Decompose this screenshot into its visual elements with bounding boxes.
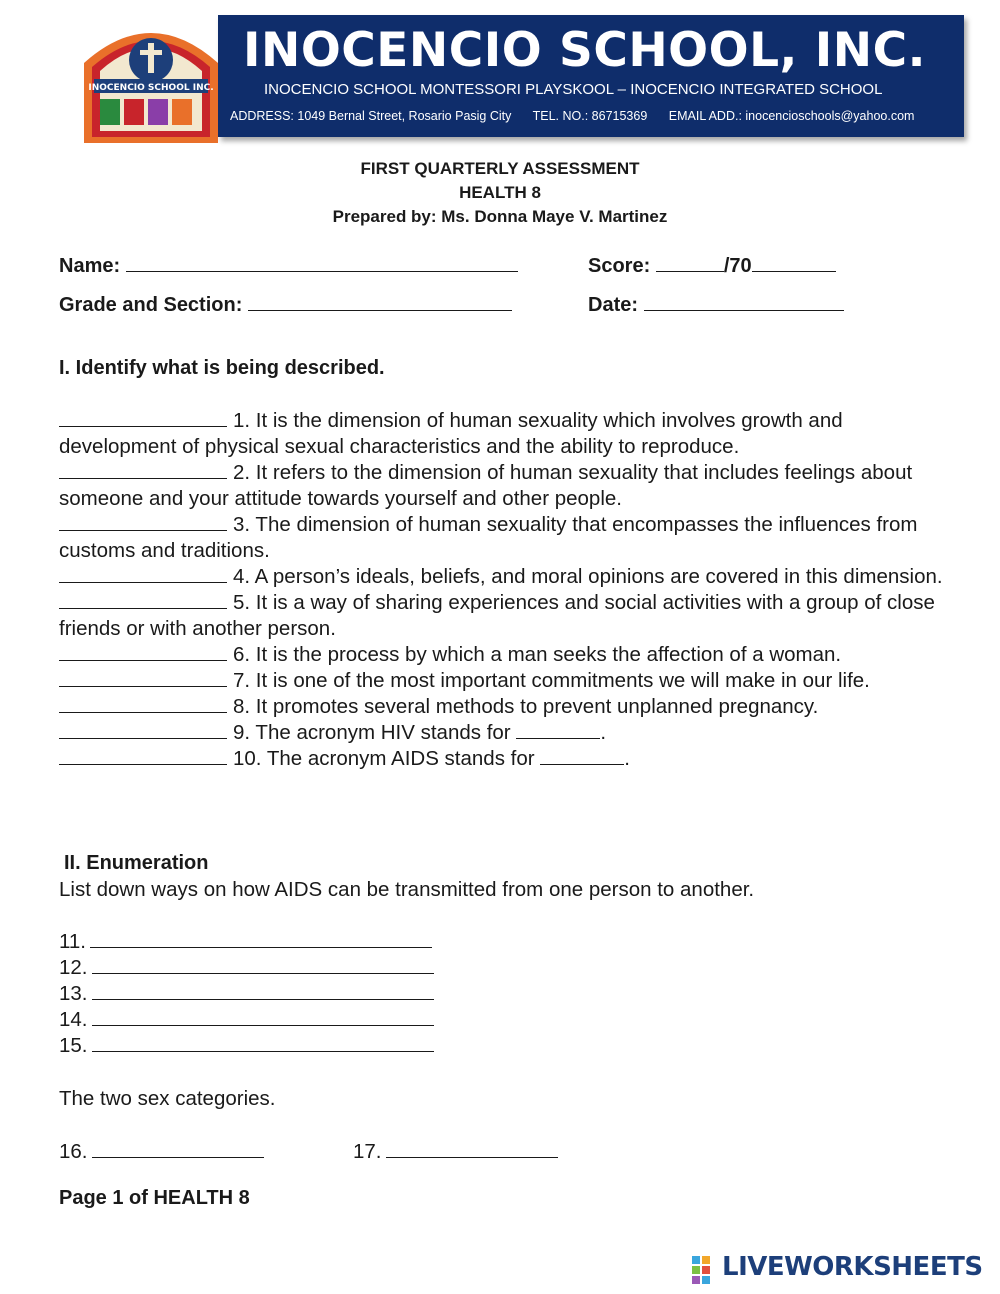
enumeration-list: [59, 929, 434, 1059]
enum-answer-13[interactable]: [92, 981, 434, 1000]
school-tel: TEL. NO.: 86715369: [532, 109, 648, 123]
answer-blank-8[interactable]: [59, 694, 227, 713]
score-trailing-line: [752, 253, 836, 272]
title-line-1: FIRST QUARTERLY ASSESSMENT: [360, 159, 640, 178]
assessment-title: [0, 157, 1000, 229]
answer-blank-1[interactable]: [59, 408, 227, 427]
section-2-instruction: List down ways on how AIDS can be transmitted from one person to another.: [59, 878, 755, 901]
date-input[interactable]: [644, 292, 844, 311]
section-1-heading: I. Identify what is being described.: [59, 357, 385, 379]
list-item: 7. It is one of the most important commitments we will make in our life.: [59, 668, 949, 694]
list-item: 8. It promotes several methods to prevent unplanned pregnancy.: [59, 694, 949, 720]
sex-categories-prompt: The two sex categories.: [59, 1087, 276, 1110]
list-item: 10. The acronym AIDS stands for .: [59, 746, 949, 772]
list-item: 4. A person’s ideals, beliefs, and moral opinions are covered in this dimension.: [59, 564, 949, 590]
score-total: /70: [723, 255, 752, 277]
school-logo: [78, 15, 224, 145]
score-label: Score:: [588, 255, 651, 277]
section-2-heading: II. Enumeration: [64, 852, 209, 874]
grade-input[interactable]: [248, 292, 512, 311]
school-email: EMAIL ADD.: inocencioschools@yahoo.com: [668, 109, 915, 123]
logo-label: INOCENCIO SCHOOL INC.: [88, 83, 214, 93]
school-header: [78, 15, 964, 142]
list-item: 3. The dimension of human sexuality that encompasses the influences from customs and traditions.: [59, 513, 918, 562]
school-name: INOCENCIO SCHOOL, INC.: [243, 23, 926, 78]
list-item: 11.: [59, 929, 434, 955]
answer-blank-4[interactable]: [59, 564, 227, 583]
page-number: Page 1 of HEALTH 8: [59, 1187, 250, 1209]
answer-blank-5[interactable]: [59, 590, 227, 609]
answer-blank-7[interactable]: [59, 668, 227, 687]
list-item: 12.: [59, 955, 434, 981]
answer-blank-9[interactable]: [59, 720, 227, 739]
name-input[interactable]: [126, 253, 518, 272]
answer-blank-3[interactable]: [59, 512, 227, 531]
answer-blank-16[interactable]: [92, 1139, 264, 1158]
sex-answer-16: 16.: [59, 1139, 264, 1164]
name-field: [59, 253, 518, 278]
name-label: Name:: [59, 255, 121, 277]
score-input[interactable]: [656, 253, 724, 272]
date-label: Date:: [588, 294, 639, 316]
date-field: [588, 292, 844, 317]
answer-blank-17[interactable]: [386, 1139, 558, 1158]
answer-blank-10[interactable]: [59, 746, 227, 765]
list-item: 5. It is a way of sharing experiences and social activities with a group of close friends or with another person.: [59, 591, 935, 640]
watermark-text: LIVEWORKSHEETS: [722, 1252, 983, 1282]
title-line-3: Prepared by: Ms. Donna Maye V. Martinez: [332, 207, 668, 226]
score-field: [588, 253, 836, 278]
list-item: 6. It is the process by which a man seeks the affection of a woman.: [59, 642, 949, 668]
liveworksheets-logo-icon: [692, 1256, 718, 1286]
list-item: 14.: [59, 1007, 434, 1033]
list-item: 13.: [59, 981, 434, 1007]
liveworksheets-watermark: [692, 1252, 992, 1286]
list-item: 9. The acronym HIV stands for .: [59, 720, 949, 746]
answer-blank-6[interactable]: [59, 642, 227, 661]
school-address: ADDRESS: 1049 Bernal Street, Rosario Pasig City: [230, 109, 512, 123]
inline-blank-10[interactable]: [540, 746, 624, 765]
list-item: 15.: [59, 1033, 434, 1059]
inline-blank-9[interactable]: [516, 720, 600, 739]
enum-answer-11[interactable]: [90, 929, 432, 948]
school-contact: [230, 109, 960, 123]
title-line-2: HEALTH 8: [459, 183, 541, 202]
sex-answer-17: 17.: [353, 1139, 558, 1164]
grade-label: Grade and Section:: [59, 294, 243, 316]
enum-answer-15[interactable]: [92, 1033, 434, 1052]
answer-blank-2[interactable]: [59, 460, 227, 479]
list-item: 1. It is the dimension of human sexuality which involves growth and development of physical sexual characteristics and the ability to reproduce.: [59, 409, 843, 458]
school-subtitle: INOCENCIO SCHOOL MONTESSORI PLAYSKOOL – INOCENCIO INTEGRATED SCHOOL: [264, 81, 883, 98]
identification-items: [59, 408, 949, 772]
grade-section-field: [59, 292, 512, 317]
enum-answer-12[interactable]: [92, 955, 434, 974]
enum-answer-14[interactable]: [92, 1007, 434, 1026]
list-item: 2. It refers to the dimension of human sexuality that includes feelings about someone and your attitude towards yourself and other people.: [59, 461, 913, 510]
